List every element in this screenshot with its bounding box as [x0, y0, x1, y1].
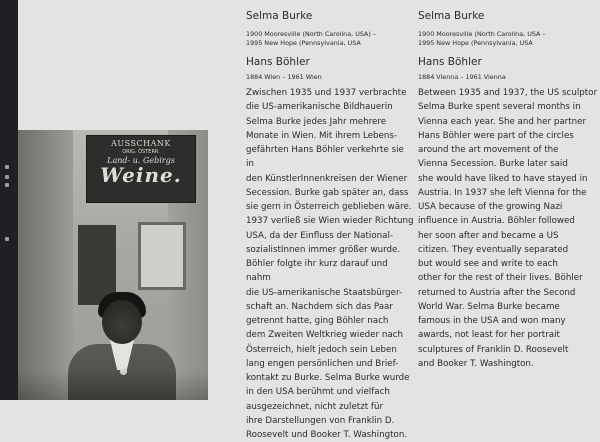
person1-name: Selma Burke [246, 10, 313, 22]
edge-marker [5, 183, 9, 187]
historic-photo [18, 130, 208, 400]
person2-name: Hans Böhler [246, 56, 310, 68]
edge-marker [5, 165, 9, 169]
person2-dates: 1884 Wien – 1961 Wien [246, 73, 322, 81]
left-dark-edge [0, 0, 18, 400]
sign-line: ORIG. ÖSTERR. [122, 149, 160, 155]
english-body-text: Between 1935 and 1937, the US sculptor Selma Burke spent several months in Vienna each year. She and her partner Hans Böhler were part of the circles around the art movement of the Vienna Secession. Burke later said she would have liked to have stayed in Austria. In 1937 she left Vienna for the USA because of the growing Nazi influence in Austria. Böhler followed her soon after and became a US citizen. They eventually separated but would see and write to each other for the rest of their lives. Böhler returned to Austria after the Second World War. Selma Burke became famous in the USA and won many awards, not least for her portrait sculptures of Franklin D. Roosevelt and Booker T. Washington. [418, 88, 598, 369]
tavern-sign [86, 135, 196, 203]
sign-line: Land- u. Gebirgs [107, 156, 175, 165]
person1-dates: 1900 Mooresville (North Carolina, USA) – 1995 New Hope (Pennsylvania, USA [246, 30, 377, 47]
person2-name: Hans Böhler [418, 56, 482, 68]
edge-marker [5, 237, 9, 241]
edge-marker [5, 175, 9, 179]
sign-line: AUSSCHANK [111, 139, 171, 148]
person1-name: Selma Burke [418, 10, 485, 22]
figure-head [102, 300, 142, 344]
person2-dates: 1884 Vienna – 1961 Vienna [418, 73, 506, 81]
german-body-text: Zwischen 1935 und 1937 verbrachte die US-amerikanische Bildhauerin Selma Burke jedes Jahr mehrere Monate in Wien. Mit ihrem Lebens- gefährten Hans Böhler verkehrte sie in den KünstlerInnenkreisen der Wiener Secession. Burke gab später an, dass sie gern in Österreich geblieben wäre. 1937 verließ sie Wien wieder Richtung USA, da der Einfluss der National- sozialistInnen immer größer wurde. Böhler folgte ihr kurz darauf und nahm die US-amerikanische Staatsbürger- schaft an. Nachdem sich das Paar getrennt hatte, ging Böhler nach dem Zweiten Weltkrieg wieder nach Österreich, hielt jedoch sein Leben lang engen persönlichen und Brief- kontakt zu Burke. Selma Burke wurde in den USA berühmt und vielfach ausgezeichnet, nicht zuletzt für ihre Darstellungen von Franklin D. Roosevelt und Booker T. Washington. [246, 88, 414, 440]
person1-dates: 1900 Mooresville (North Carolina, USA – 1995 New Hope (Pennsylvania, USA [418, 30, 546, 47]
sign-line: Weine. [100, 163, 182, 187]
